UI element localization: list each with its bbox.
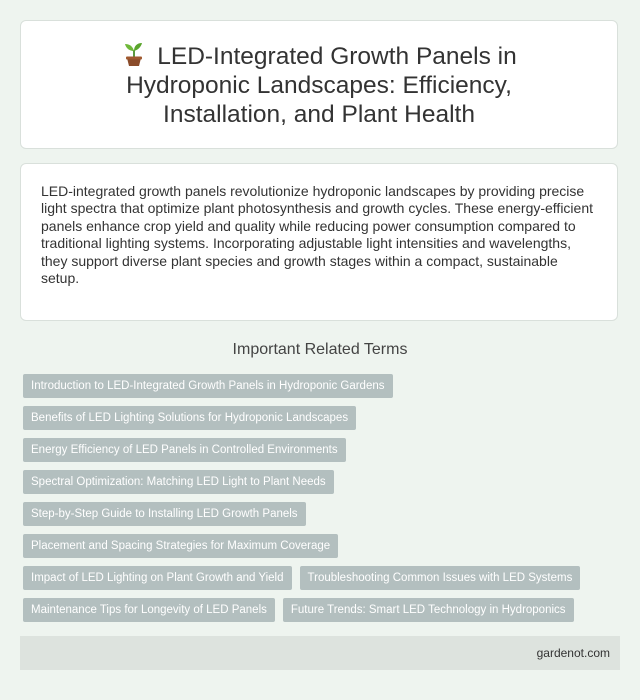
related-term-tag[interactable]: Maintenance Tips for Longevity of LED Panels bbox=[23, 598, 275, 622]
footer-site-link[interactable]: gardenot.com bbox=[536, 646, 610, 660]
sprout-icon bbox=[121, 41, 147, 67]
intro-card bbox=[20, 163, 618, 321]
related-terms-list bbox=[23, 374, 623, 630]
related-term-tag[interactable]: Placement and Spacing Strategies for Maximum Coverage bbox=[23, 534, 338, 558]
related-term-tag[interactable]: Introduction to LED-Integrated Growth Panels in Hydroponic Gardens bbox=[23, 374, 393, 398]
related-term-tag[interactable]: Impact of LED Lighting on Plant Growth and Yield bbox=[23, 566, 292, 590]
tag-row bbox=[23, 374, 623, 398]
tag-row bbox=[23, 502, 623, 526]
tag-row bbox=[23, 470, 623, 494]
related-term-tag[interactable]: Future Trends: Smart LED Technology in Hydroponics bbox=[283, 598, 574, 622]
tag-row bbox=[23, 566, 623, 590]
related-term-tag[interactable]: Spectral Optimization: Matching LED Light to Plant Needs bbox=[23, 470, 334, 494]
tag-row bbox=[23, 534, 623, 558]
title-card bbox=[20, 20, 618, 149]
related-term-tag[interactable]: Troubleshooting Common Issues with LED Systems bbox=[300, 566, 581, 590]
related-term-tag[interactable]: Energy Efficiency of LED Panels in Controlled Environments bbox=[23, 438, 346, 462]
tag-row bbox=[23, 438, 623, 462]
related-terms-heading: Important Related Terms bbox=[232, 341, 408, 358]
page-title bbox=[61, 41, 577, 129]
related-term-tag[interactable]: Benefits of LED Lighting Solutions for Hydroponic Landscapes bbox=[23, 406, 356, 430]
tag-row bbox=[23, 406, 623, 430]
page-title-text: LED-Integrated Growth Panels in Hydroponic Landscapes: Efficiency, Installation, and Plant Health bbox=[126, 42, 517, 128]
intro-text: LED-integrated growth panels revolutionize hydroponic landscapes by providing precise light spectra that optimize plant photosynthesis and growth cycles. These energy-efficient panels enhance crop yield and quality while reducing power consumption compared to traditional lighting systems. Incorporating adjustable light intensities and wavelengths, they support diverse plant species and growth stages within a compact, sustainable setup. bbox=[41, 183, 594, 287]
related-term-tag[interactable]: Step-by-Step Guide to Installing LED Growth Panels bbox=[23, 502, 306, 526]
footer bbox=[20, 636, 620, 670]
tag-row bbox=[23, 598, 623, 622]
